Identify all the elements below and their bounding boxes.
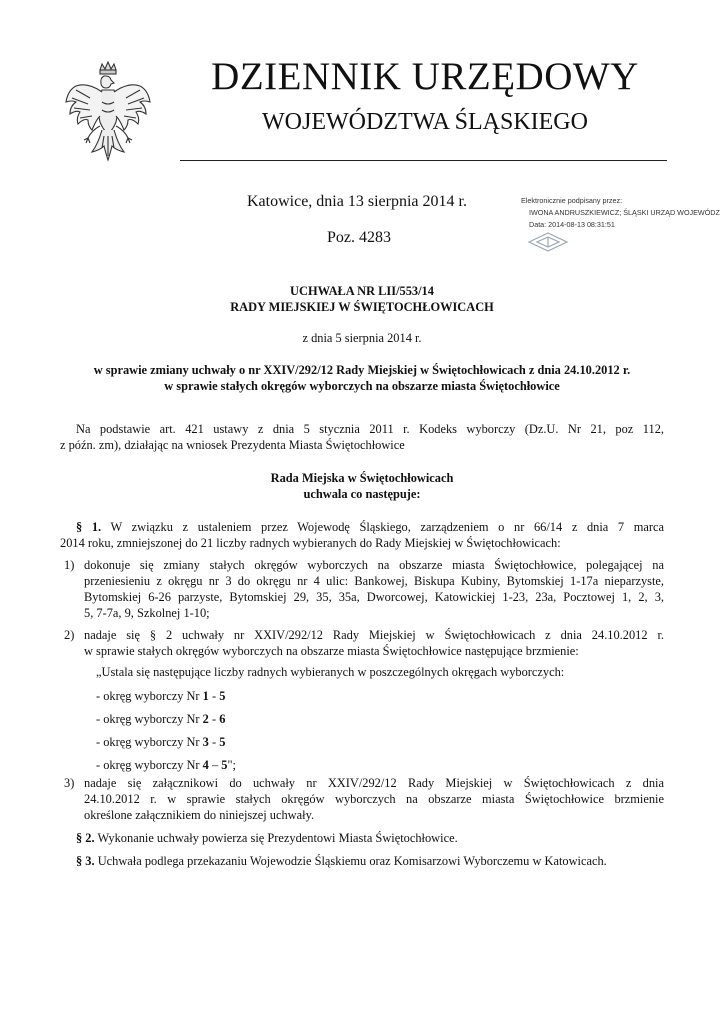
resolution-subject-line-2: w sprawie stałych okręgów wyborczych na obszarze miasta Świętochłowice [164,379,560,393]
list-item-number: 3) [64,776,75,790]
list-item-line: w sprawie stałych okręgów wyborczych na obszarze miasta Świętochłowice następujące brzmienie: [84,644,579,658]
district-seat-row [96,688,225,704]
resolution-body: RADY MIEJSKIEJ W ŚWIĘTOCHŁOWICACH [230,300,494,314]
list-item-line: Bytomskiej 6-26 parzyste, Bytomskiej 29, 35, 35a, Dworcowej, Katowickiej 1-23, 23a, Pocztowej 1, 2, 3, [84,590,664,604]
signature-label: Elektronicznie podpisany przez: [521,196,623,205]
section-1-mark: § 1. [76,520,102,534]
section-1-line-1 [76,519,664,535]
seat-sep: - [208,735,220,749]
list-item-line: dokonuje się zmiany stałych okręgów wyborczych na obszarze miasta Świętochłowice, polegającej na [84,558,664,572]
section-3-text: Uchwała podlega przekazaniu Wojewodzie Śląskiemu oraz Komisarzowi Wyborczemu w Katowicach. [97,854,607,868]
section-3-mark: § 3. [76,854,95,868]
list-item-number: 1) [64,558,75,572]
list-item-line: 5, 7-7a, 9, Szkolnej 1-10; [84,606,210,620]
seat-count: 6 [219,712,226,726]
legal-basis-line-2: z późn. zm), działając na wniosek Prezydenta Miasta Świętochłowice [60,438,405,452]
signature-stamp-icon [527,232,569,252]
seat-label: - okręg wyborczy Nr [96,758,203,772]
list-item-line: nadaje się § 2 uchwały nr XXIV/292/12 Rady Miejskiej w Świętochłowicach z dnia 24.10.2012 r. [84,628,664,642]
list-item-line: nadaje się załącznikowi do uchwały nr XXIV/292/12 Rady Miejskiej w Świętochłowicach z dnia [84,776,664,790]
seat-district: 2 [202,712,209,726]
seat-district: 1 [202,689,209,703]
section-2-mark: § 2. [76,831,95,845]
signature-signer: IWONA ANDRUSZKIEWICZ; ŚLĄSKI URZĄD WOJEWÓDZ [529,208,720,217]
seat-count: 5 [221,758,228,772]
seat-label: - okręg wyborczy Nr [96,735,203,749]
publication-dateline: Katowice, dnia 13 sierpnia 2014 r. [247,193,467,210]
electronic-signature [521,195,720,231]
council-resolves: uchwala co następuje: [303,487,421,501]
seat-district: 4 [202,758,209,772]
seat-sep: – [208,758,222,772]
resolution-number: UCHWAŁA NR LII/553/14 [290,284,434,298]
legal-basis-line-1: Na podstawie art. 421 ustawy z dnia 5 stycznia 2011 r. Kodeks wyborczy (Dz.U. Nr 21, poz 112, [76,422,664,436]
list-item-line: przeniesieniu z okręgu nr 3 do okręgu nr 4 ulic: Bankowej, Biskupa Kubiny, Bytomskiej 1-17a nieparzyste, [84,574,664,588]
journal-title: DZIENNIK URZĘDOWY [211,55,639,98]
section-1-text-1: W związku z ustaleniem przez Wojewodę Śląskiego, zarządzeniem o nr 66/14 z dnia 7 marca [110,520,664,534]
seat-sep: - [208,712,220,726]
journal-subtitle: WOJEWÓDZTWA ŚLĄSKIEGO [262,109,588,135]
section-2-text: Wykonanie uchwały powierza się Prezydentowi Miasta Świętochłowice. [97,831,458,845]
seat-label: - okręg wyborczy Nr [96,689,203,703]
seat-district: 3 [202,735,209,749]
district-seat-row [96,734,225,750]
quote-intro: „Ustala się następujące liczby radnych wybieranych w poszczególnych okręgach wyborczych: [96,665,565,679]
council-heading: Rada Miejska w Świętochłowicach [270,471,454,485]
district-seat-row [96,711,225,727]
list-item-line: 24.10.2012 r. w sprawie stałych okręgów wyborczych na obszarze miasta Świętochłowice brzmienie [84,792,664,806]
section-2 [76,830,664,846]
header-rule [180,160,667,161]
resolution-date: z dnia 5 sierpnia 2014 r. [302,331,422,345]
seat-count: 5 [219,735,226,749]
list-item-line: określone załącznikiem do niniejszej uchwały. [84,808,315,822]
polish-eagle-icon [62,60,154,164]
district-seat-row [96,757,236,773]
seat-count: 5 [219,689,226,703]
seat-end: "; [227,758,236,772]
section-3 [76,853,676,869]
list-item-number: 2) [64,628,75,642]
signature-date: Data: 2014-08-13 08:31:51 [529,220,615,229]
seat-sep: - [208,689,220,703]
position-number: Poz. 4283 [327,229,391,246]
seat-label: - okręg wyborczy Nr [96,712,203,726]
section-1-line-2: 2014 roku, zmniejszonej do 21 liczby radnych wybieranych do Rady Miejskiej w Świętochłowicach: [60,536,561,550]
resolution-subject-line-1: w sprawie zmiany uchwały o nr XXIV/292/12 Rady Miejskiej w Świętochłowicach z dnia 24.10.2012 r. [93,363,631,377]
